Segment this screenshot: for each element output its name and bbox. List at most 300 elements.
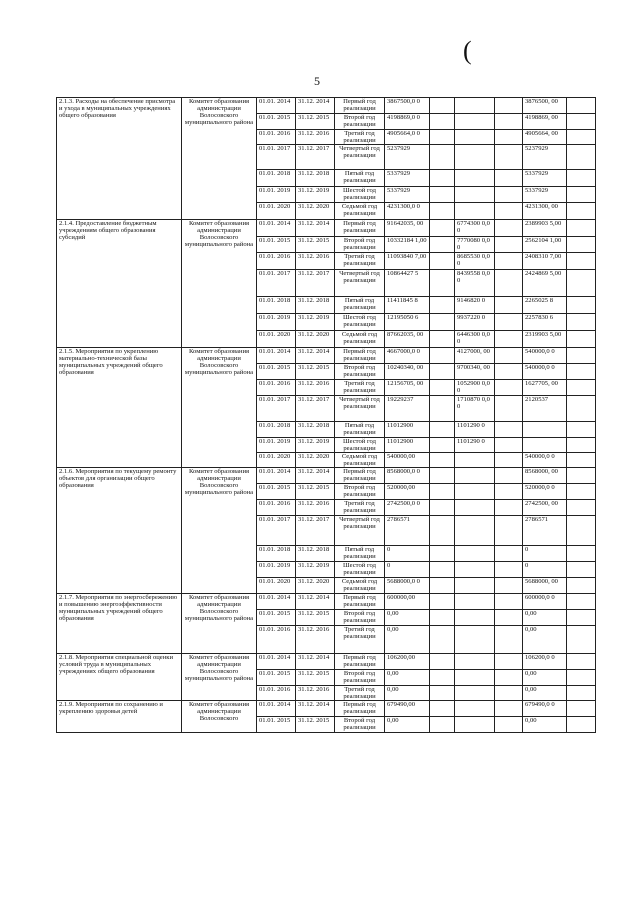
start-date-cell: 01.01. 2015: [257, 364, 296, 380]
table-row: [57, 220, 596, 237]
implementation-year-cell: Пятый год реализации: [335, 297, 385, 314]
total-amount-cell: 8568000,0 0: [385, 468, 430, 484]
end-date-cell: 31.12. 2017: [296, 270, 335, 297]
total-amount-cell: 10240340, 00: [385, 364, 430, 380]
regional-budget-cell: [455, 145, 495, 170]
end-date-cell: 31.12. 2016: [296, 380, 335, 396]
local-budget-cell: 5237929: [523, 145, 567, 170]
implementation-year-cell: Третий год реализации: [335, 130, 385, 145]
funding-cell-1: [430, 562, 455, 578]
funding-cell-5: [567, 670, 596, 686]
implementation-year-cell: Шестой год реализации: [335, 438, 385, 453]
end-date-cell: 31.12. 2017: [296, 396, 335, 422]
funding-cell-3: [495, 380, 523, 396]
funding-cell-1: [430, 717, 455, 733]
local-budget-cell: 0,00: [523, 717, 567, 733]
local-budget-cell: 5337929: [523, 170, 567, 187]
funding-cell-1: [430, 701, 455, 717]
local-budget-cell: 2742500, 00: [523, 500, 567, 516]
regional-budget-cell: 7770080 0,00: [455, 237, 495, 253]
funding-cell-3: [495, 331, 523, 348]
regional-budget-cell: [455, 610, 495, 626]
funding-cell-3: [495, 578, 523, 594]
regional-budget-cell: 1052900 0,00: [455, 380, 495, 396]
start-date-cell: 01.01. 2020: [257, 203, 296, 220]
total-amount-cell: 5337929: [385, 170, 430, 187]
table-row: [57, 98, 596, 114]
implementation-year-cell: Четвертый год реализации: [335, 270, 385, 297]
funding-cell-1: [430, 297, 455, 314]
implementation-year-cell: Шестой год реализации: [335, 562, 385, 578]
funding-cell-3: [495, 98, 523, 114]
local-budget-cell: 4905664, 00: [523, 130, 567, 145]
regional-budget-cell: [455, 686, 495, 701]
funding-cell-5: [567, 297, 596, 314]
end-date-cell: 31.12. 2014: [296, 701, 335, 717]
implementation-year-cell: Второй год реализации: [335, 717, 385, 733]
responsible-executor-cell: Комитет образования администрации Волосовского муниципального района: [182, 220, 257, 348]
end-date-cell: 31.12. 2015: [296, 237, 335, 253]
funding-cell-3: [495, 348, 523, 364]
table-row: [57, 594, 596, 610]
funding-cell-1: [430, 594, 455, 610]
total-amount-cell: 11093840 7,00: [385, 253, 430, 270]
local-budget-cell: 106200,0 0: [523, 654, 567, 670]
implementation-year-cell: Второй год реализации: [335, 484, 385, 500]
funding-cell-1: [430, 578, 455, 594]
regional-budget-cell: [455, 114, 495, 130]
end-date-cell: 31.12. 2019: [296, 438, 335, 453]
total-amount-cell: 0,00: [385, 610, 430, 626]
funding-cell-3: [495, 270, 523, 297]
funding-cell-3: [495, 626, 523, 654]
regional-budget-cell: [455, 516, 495, 546]
local-budget-cell: 679490,0 0: [523, 701, 567, 717]
start-date-cell: 01.01. 2020: [257, 578, 296, 594]
funding-cell-3: [495, 670, 523, 686]
regional-budget-cell: [455, 626, 495, 654]
regional-budget-cell: [455, 500, 495, 516]
total-amount-cell: 11012900: [385, 438, 430, 453]
total-amount-cell: 4667000,0 0: [385, 348, 430, 364]
responsible-executor-cell: Комитет образования администрации Волосовского муниципального района: [182, 348, 257, 468]
end-date-cell: 31.12. 2020: [296, 331, 335, 348]
funding-cell-3: [495, 562, 523, 578]
end-date-cell: 31.12. 2018: [296, 546, 335, 562]
total-amount-cell: 10332184 1,00: [385, 237, 430, 253]
total-amount-cell: 679490,00: [385, 701, 430, 717]
funding-cell-1: [430, 253, 455, 270]
start-date-cell: 01.01. 2019: [257, 187, 296, 203]
total-amount-cell: 91642035, 00: [385, 220, 430, 237]
local-budget-cell: 3876500, 00: [523, 98, 567, 114]
total-amount-cell: 540000,00: [385, 453, 430, 468]
implementation-year-cell: Пятый год реализации: [335, 170, 385, 187]
responsible-executor-cell: Комитет образования администрации Волосовского муниципального района: [182, 468, 257, 594]
implementation-year-cell: Первый год реализации: [335, 594, 385, 610]
local-budget-cell: 0: [523, 546, 567, 562]
start-date-cell: 01.01. 2015: [257, 717, 296, 733]
funding-cell-5: [567, 187, 596, 203]
funding-cell-5: [567, 237, 596, 253]
total-amount-cell: 0,00: [385, 686, 430, 701]
implementation-year-cell: Четвертый год реализации: [335, 396, 385, 422]
funding-cell-1: [430, 438, 455, 453]
funding-cell-5: [567, 314, 596, 331]
regional-budget-cell: 8439558 0,00: [455, 270, 495, 297]
implementation-year-cell: Первый год реализации: [335, 348, 385, 364]
local-budget-cell: 1627705, 00: [523, 380, 567, 396]
start-date-cell: 01.01. 2019: [257, 314, 296, 331]
end-date-cell: 31.12. 2015: [296, 484, 335, 500]
funding-cell-5: [567, 453, 596, 468]
start-date-cell: 01.01. 2015: [257, 484, 296, 500]
funding-cell-5: [567, 380, 596, 396]
end-date-cell: 31.12. 2014: [296, 98, 335, 114]
regional-budget-cell: [455, 670, 495, 686]
funding-cell-5: [567, 468, 596, 484]
end-date-cell: 31.12. 2017: [296, 516, 335, 546]
start-date-cell: 01.01. 2017: [257, 396, 296, 422]
local-budget-cell: 4198869, 00: [523, 114, 567, 130]
funding-cell-3: [495, 170, 523, 187]
funding-cell-5: [567, 594, 596, 610]
funding-cell-1: [430, 220, 455, 237]
end-date-cell: 31.12. 2015: [296, 610, 335, 626]
end-date-cell: 31.12. 2016: [296, 500, 335, 516]
implementation-year-cell: Пятый год реализации: [335, 546, 385, 562]
local-budget-cell: 0,00: [523, 686, 567, 701]
implementation-year-cell: Седьмой год реализации: [335, 331, 385, 348]
regional-budget-cell: [455, 484, 495, 500]
funding-cell-5: [567, 364, 596, 380]
funding-cell-1: [430, 314, 455, 331]
end-date-cell: 31.12. 2015: [296, 364, 335, 380]
implementation-year-cell: Второй год реализации: [335, 237, 385, 253]
funding-cell-5: [567, 626, 596, 654]
total-amount-cell: 0: [385, 546, 430, 562]
local-budget-cell: 2389903 5,00: [523, 220, 567, 237]
implementation-year-cell: Первый год реализации: [335, 220, 385, 237]
regional-budget-cell: 9700340, 00: [455, 364, 495, 380]
total-amount-cell: 19229237: [385, 396, 430, 422]
start-date-cell: 01.01. 2019: [257, 562, 296, 578]
funding-cell-3: [495, 314, 523, 331]
local-budget-cell: 0: [523, 562, 567, 578]
local-budget-cell: 2786571: [523, 516, 567, 546]
start-date-cell: 01.01. 2019: [257, 438, 296, 453]
total-amount-cell: 11411845 8: [385, 297, 430, 314]
start-date-cell: 01.01. 2016: [257, 686, 296, 701]
implementation-year-cell: Второй год реализации: [335, 670, 385, 686]
funding-cell-3: [495, 187, 523, 203]
end-date-cell: 31.12. 2014: [296, 348, 335, 364]
funding-cell-3: [495, 453, 523, 468]
start-date-cell: 01.01. 2014: [257, 594, 296, 610]
start-date-cell: 01.01. 2018: [257, 546, 296, 562]
activity-name-cell: 2.1.5. Мероприятия по укреплению материально-технической базы муниципальных учреждений общего образования: [57, 348, 182, 468]
total-amount-cell: 0: [385, 562, 430, 578]
implementation-year-cell: Седьмой год реализации: [335, 203, 385, 220]
total-amount-cell: 11012900: [385, 422, 430, 438]
funding-cell-1: [430, 396, 455, 422]
activity-name-cell: 2.1.3. Расходы на обеспечение присмотра и ухода в муниципальных учреждениях общего образования: [57, 98, 182, 220]
total-amount-cell: 520000,00: [385, 484, 430, 500]
implementation-year-cell: Второй год реализации: [335, 364, 385, 380]
funding-cell-3: [495, 717, 523, 733]
end-date-cell: 31.12. 2015: [296, 114, 335, 130]
funding-cell-5: [567, 98, 596, 114]
start-date-cell: 01.01. 2017: [257, 516, 296, 546]
funding-cell-3: [495, 237, 523, 253]
funding-cell-5: [567, 516, 596, 546]
regional-budget-cell: [455, 701, 495, 717]
table-row: [57, 701, 596, 717]
funding-cell-1: [430, 187, 455, 203]
funding-cell-5: [567, 220, 596, 237]
start-date-cell: 01.01. 2020: [257, 453, 296, 468]
funding-cell-3: [495, 610, 523, 626]
funding-cell-3: [495, 364, 523, 380]
start-date-cell: 01.01. 2016: [257, 500, 296, 516]
funding-cell-5: [567, 422, 596, 438]
start-date-cell: 01.01. 2014: [257, 98, 296, 114]
funding-cell-1: [430, 270, 455, 297]
total-amount-cell: 4905664,0 0: [385, 130, 430, 145]
regional-budget-cell: [455, 170, 495, 187]
regional-budget-cell: [455, 468, 495, 484]
responsible-executor-cell: Комитет образования администрации Волосовского: [182, 701, 257, 733]
total-amount-cell: 2786571: [385, 516, 430, 546]
total-amount-cell: 12195050 6: [385, 314, 430, 331]
end-date-cell: 31.12. 2015: [296, 670, 335, 686]
funding-cell-5: [567, 717, 596, 733]
regional-budget-cell: 8685530 0,00: [455, 253, 495, 270]
implementation-year-cell: Шестой год реализации: [335, 187, 385, 203]
funding-cell-3: [495, 468, 523, 484]
funding-cell-1: [430, 114, 455, 130]
implementation-year-cell: Третий год реализации: [335, 253, 385, 270]
end-date-cell: 31.12. 2018: [296, 297, 335, 314]
implementation-year-cell: Третий год реализации: [335, 686, 385, 701]
end-date-cell: 31.12. 2014: [296, 654, 335, 670]
funding-cell-5: [567, 130, 596, 145]
end-date-cell: 31.12. 2016: [296, 253, 335, 270]
total-amount-cell: 4198869,0 0: [385, 114, 430, 130]
start-date-cell: 01.01. 2015: [257, 114, 296, 130]
regional-budget-cell: [455, 654, 495, 670]
funding-cell-1: [430, 610, 455, 626]
start-date-cell: 01.01. 2015: [257, 610, 296, 626]
funding-cell-3: [495, 654, 523, 670]
funding-cell-1: [430, 516, 455, 546]
regional-budget-cell: [455, 594, 495, 610]
activity-name-cell: 2.1.4. Предоставление бюджетным учреждениям общего образования субсидий: [57, 220, 182, 348]
start-date-cell: 01.01. 2016: [257, 626, 296, 654]
responsible-executor-cell: Комитет образования администрации Волосовского муниципального района: [182, 98, 257, 220]
start-date-cell: 01.01. 2018: [257, 297, 296, 314]
end-date-cell: 31.12. 2017: [296, 145, 335, 170]
funding-cell-5: [567, 396, 596, 422]
funding-cell-3: [495, 203, 523, 220]
funding-cell-1: [430, 98, 455, 114]
total-amount-cell: 3867500,0 0: [385, 98, 430, 114]
funding-cell-5: [567, 546, 596, 562]
funding-cell-1: [430, 203, 455, 220]
program-activities-table: [56, 97, 596, 733]
local-budget-cell: 0,00: [523, 610, 567, 626]
implementation-year-cell: Третий год реализации: [335, 500, 385, 516]
regional-budget-cell: [455, 546, 495, 562]
local-budget-cell: 5337929: [523, 187, 567, 203]
funding-cell-3: [495, 484, 523, 500]
funding-cell-1: [430, 670, 455, 686]
local-budget-cell: 0,00: [523, 626, 567, 654]
funding-cell-5: [567, 562, 596, 578]
local-budget-cell: 2265025 8: [523, 297, 567, 314]
end-date-cell: 31.12. 2020: [296, 453, 335, 468]
funding-cell-5: [567, 114, 596, 130]
implementation-year-cell: Второй год реализации: [335, 114, 385, 130]
end-date-cell: 31.12. 2016: [296, 686, 335, 701]
implementation-year-cell: Первый год реализации: [335, 98, 385, 114]
funding-cell-3: [495, 253, 523, 270]
activity-name-cell: 2.1.8. Мероприятия специальной оценки условий труда в муниципальных учреждениях общего образования: [57, 654, 182, 701]
implementation-year-cell: Седьмой год реализации: [335, 578, 385, 594]
funding-cell-3: [495, 594, 523, 610]
responsible-executor-cell: Комитет образования администрации Волосовского муниципального района: [182, 594, 257, 654]
funding-cell-3: [495, 422, 523, 438]
implementation-year-cell: Седьмой год реализации: [335, 453, 385, 468]
funding-cell-1: [430, 654, 455, 670]
funding-cell-3: [495, 516, 523, 546]
end-date-cell: 31.12. 2019: [296, 314, 335, 331]
local-budget-cell: 540000,0 0: [523, 364, 567, 380]
funding-cell-5: [567, 348, 596, 364]
funding-cell-1: [430, 331, 455, 348]
funding-cell-3: [495, 114, 523, 130]
local-budget-cell: 5688000, 00: [523, 578, 567, 594]
implementation-year-cell: Шестой год реализации: [335, 314, 385, 331]
total-amount-cell: 87662035, 00: [385, 331, 430, 348]
regional-budget-cell: 6446300 0,00: [455, 331, 495, 348]
local-budget-cell: 540000,0 0: [523, 453, 567, 468]
start-date-cell: 01.01. 2014: [257, 348, 296, 364]
funding-cell-5: [567, 610, 596, 626]
end-date-cell: 31.12. 2018: [296, 422, 335, 438]
implementation-year-cell: Второй год реализации: [335, 610, 385, 626]
total-amount-cell: 5688000,0 0: [385, 578, 430, 594]
local-budget-cell: 2424869 5,00: [523, 270, 567, 297]
end-date-cell: 31.12. 2019: [296, 562, 335, 578]
funding-cell-3: [495, 145, 523, 170]
regional-budget-cell: [455, 562, 495, 578]
funding-cell-5: [567, 270, 596, 297]
start-date-cell: 01.01. 2014: [257, 468, 296, 484]
funding-cell-1: [430, 130, 455, 145]
start-date-cell: 01.01. 2014: [257, 701, 296, 717]
funding-cell-1: [430, 237, 455, 253]
implementation-year-cell: Третий год реализации: [335, 626, 385, 654]
funding-cell-3: [495, 546, 523, 562]
implementation-year-cell: Пятый год реализации: [335, 422, 385, 438]
local-budget-cell: 2319903 5,00: [523, 331, 567, 348]
end-date-cell: 31.12. 2020: [296, 203, 335, 220]
funding-cell-1: [430, 380, 455, 396]
local-budget-cell: 2408310 7,00: [523, 253, 567, 270]
total-amount-cell: 10864427 5: [385, 270, 430, 297]
total-amount-cell: 2742500,0 0: [385, 500, 430, 516]
funding-cell-3: [495, 130, 523, 145]
local-budget-cell: 0,00: [523, 670, 567, 686]
funding-cell-3: [495, 686, 523, 701]
funding-cell-1: [430, 626, 455, 654]
end-date-cell: 31.12. 2018: [296, 170, 335, 187]
funding-cell-5: [567, 170, 596, 187]
page-number: 5: [314, 74, 320, 88]
funding-cell-5: [567, 686, 596, 701]
implementation-year-cell: Первый год реализации: [335, 468, 385, 484]
funding-cell-1: [430, 422, 455, 438]
funding-cell-1: [430, 468, 455, 484]
local-budget-cell: 520000,0 0: [523, 484, 567, 500]
funding-cell-1: [430, 453, 455, 468]
handwritten-bracket-mark: (: [463, 36, 472, 65]
funding-cell-5: [567, 145, 596, 170]
start-date-cell: 01.01. 2015: [257, 670, 296, 686]
funding-cell-1: [430, 348, 455, 364]
local-budget-cell: 540000,0 0: [523, 348, 567, 364]
end-date-cell: 31.12. 2019: [296, 187, 335, 203]
regional-budget-cell: [455, 717, 495, 733]
funding-cell-1: [430, 364, 455, 380]
end-date-cell: 31.12. 2014: [296, 220, 335, 237]
local-budget-cell: 4231300, 00: [523, 203, 567, 220]
total-amount-cell: 12156705, 00: [385, 380, 430, 396]
funding-cell-5: [567, 578, 596, 594]
regional-budget-cell: 1710870 0,00: [455, 396, 495, 422]
implementation-year-cell: Первый год реализации: [335, 701, 385, 717]
table-row: [57, 654, 596, 670]
regional-budget-cell: 1101290 0: [455, 422, 495, 438]
funding-cell-1: [430, 500, 455, 516]
implementation-year-cell: Четвертый год реализации: [335, 516, 385, 546]
activity-name-cell: 2.1.6. Мероприятия по текущему ремонту объектов для организации общего образования: [57, 468, 182, 594]
start-date-cell: 01.01. 2020: [257, 331, 296, 348]
table-row: [57, 348, 596, 364]
total-amount-cell: 4231300,0 0: [385, 203, 430, 220]
funding-cell-1: [430, 170, 455, 187]
implementation-year-cell: Третий год реализации: [335, 380, 385, 396]
start-date-cell: 01.01. 2018: [257, 422, 296, 438]
regional-budget-cell: [455, 578, 495, 594]
regional-budget-cell: [455, 453, 495, 468]
total-amount-cell: 5337929: [385, 187, 430, 203]
end-date-cell: 31.12. 2020: [296, 578, 335, 594]
funding-cell-5: [567, 253, 596, 270]
funding-cell-3: [495, 220, 523, 237]
regional-budget-cell: 6774300 0,00: [455, 220, 495, 237]
funding-cell-1: [430, 145, 455, 170]
funding-cell-3: [495, 500, 523, 516]
regional-budget-cell: [455, 187, 495, 203]
regional-budget-cell: [455, 203, 495, 220]
funding-cell-3: [495, 701, 523, 717]
local-budget-cell: [523, 422, 567, 438]
local-budget-cell: 8568000, 00: [523, 468, 567, 484]
funding-cell-5: [567, 331, 596, 348]
total-amount-cell: 600000,00: [385, 594, 430, 610]
